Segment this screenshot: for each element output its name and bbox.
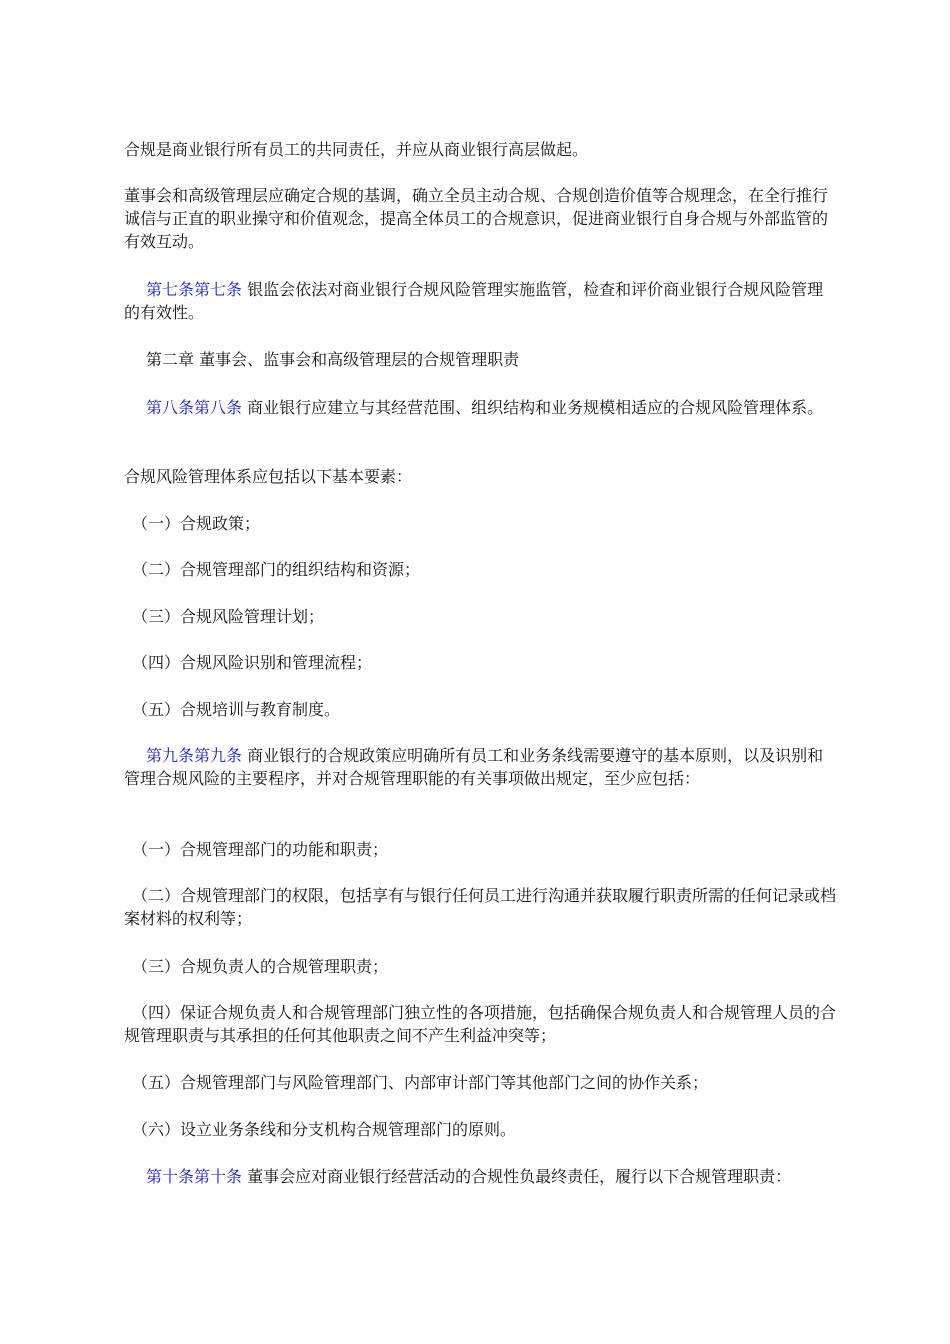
paragraph-article-10 [124, 1165, 836, 1188]
paragraph-article-8 [124, 396, 836, 419]
paragraph-article-9 [124, 744, 836, 790]
paragraph-text: 银监会依法对商业银行合规风险管理实施监管，检查和评价商业银行合规风险管理的有效性。 [124, 280, 824, 322]
list-item [124, 558, 836, 581]
paragraph-text: 商业银行应建立与其经营范围、组织结构和业务规模相适应的合规风险管理体系。 [242, 398, 824, 417]
article-7-link[interactable]: 第七条第七条 [146, 280, 243, 299]
paragraph-board-tone [124, 184, 836, 253]
chapter-title: 第二章 董事会、监事会和高级管理层的合规管理职责 [146, 350, 520, 369]
list-item-text: （四）合规风险识别和管理流程； [132, 653, 373, 672]
list-item [124, 605, 836, 628]
list-item-text: （二）合规管理部门的权限，包括享有与银行任何员工进行沟通并获取履行职责所需的任何记录或档案材料的权利等； [124, 886, 837, 928]
paragraph-article-7 [124, 278, 836, 324]
list-item-text: （三）合规负责人的合规管理职责； [132, 957, 389, 976]
list-item [124, 1118, 836, 1141]
paragraph-basic-elements [124, 465, 836, 488]
list-item [124, 1071, 836, 1094]
list-item-text: （一）合规政策； [132, 514, 261, 533]
list-item [124, 955, 836, 978]
list-item [124, 838, 836, 861]
list-item-text: （三）合规风险管理计划； [132, 607, 325, 626]
paragraph-responsibility [124, 138, 836, 161]
chapter-2-heading [124, 348, 836, 371]
list-item-text: （六）设立业务条线和分支机构合规管理部门的原则。 [132, 1120, 517, 1139]
paragraph-text: 合规风险管理体系应包括以下基本要素： [124, 467, 413, 486]
article-8-link[interactable]: 第八条第八条 [146, 398, 243, 417]
list-item-text: （五）合规管理部门与风险管理部门、内部审计部门等其他部门之间的协作关系； [132, 1073, 709, 1092]
list-item [124, 512, 836, 535]
paragraph-text: 合规是商业银行所有员工的共同责任，并应从商业银行高层做起。 [124, 140, 589, 159]
list-item-text: （一）合规管理部门的功能和职责； [132, 840, 389, 859]
article-10-link[interactable]: 第十条第十条 [146, 1167, 243, 1186]
list-item [124, 884, 836, 930]
list-item [124, 1001, 836, 1047]
paragraph-text: 董事会和高级管理层应确定合规的基调，确立全员主动合规、合规创造价值等合规理念，在全行推行诚信与正直的职业操守和价值观念，提高全体员工的合规意识，促进商业银行自身合规与外部监管的有效互动。 [124, 186, 829, 251]
paragraph-text: 董事会应对商业银行经营活动的合规性负最终责任，履行以下合规管理职责： [242, 1167, 792, 1186]
list-item-text: （四）保证合规负责人和合规管理部门独立性的各项措施，包括确保合规负责人和合规管理人员的合规管理职责与其承担的任何其他职责之间不产生利益冲突等； [124, 1003, 837, 1045]
paragraph-text: 商业银行的合规政策应明确所有员工和业务条线需要遵守的基本原则，以及识别和管理合规风险的主要程序，并对合规管理职能的有关事项做出规定，至少应包括： [124, 746, 824, 788]
article-9-link[interactable]: 第九条第九条 [146, 746, 243, 765]
list-item-text: （五）合规培训与教育制度。 [132, 700, 341, 719]
list-item [124, 651, 836, 674]
list-item-text: （二）合规管理部门的组织结构和资源； [132, 560, 421, 579]
list-item [124, 698, 836, 721]
